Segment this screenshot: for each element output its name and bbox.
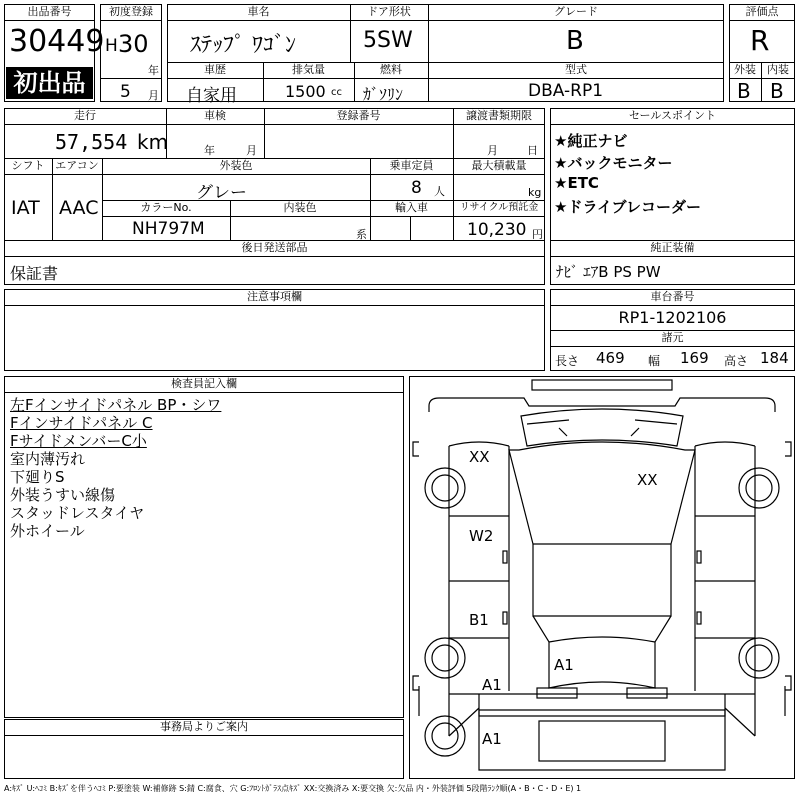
grade: B — [566, 26, 584, 56]
capacity-label: 乗車定員 — [389, 159, 434, 172]
left-handle-front — [503, 551, 507, 563]
glass-lines — [527, 420, 677, 424]
month-unit: 月 — [148, 89, 159, 102]
capacity: 8 — [411, 178, 422, 198]
front-bumper-outline — [532, 380, 672, 390]
score: R — [750, 24, 770, 57]
score-label: 評価点 — [745, 5, 779, 18]
import-label: 輸入車 — [395, 201, 428, 214]
selling-points-label: セールスポイント — [628, 109, 716, 122]
length-label: 長さ — [555, 354, 580, 368]
inspection-year-unit: 年 — [204, 144, 215, 157]
rear-side-lines — [419, 686, 785, 716]
rim-front-left — [432, 475, 458, 501]
model-label: 型式 — [565, 63, 587, 76]
interior-color-unit: 系 — [356, 228, 367, 241]
displacement-label: 排気量 — [292, 63, 325, 76]
wheel-front-left — [425, 468, 465, 508]
height: 184 — [760, 349, 789, 367]
capacity-unit: 人 — [434, 185, 445, 198]
interior-label: 内装 — [767, 63, 789, 76]
reg-year: 30 — [118, 30, 149, 58]
year-unit: 年 — [148, 64, 159, 77]
history-label: 車歴 — [204, 63, 226, 76]
pillar-lines — [509, 446, 695, 691]
rim-front-right — [746, 475, 772, 501]
fuel: ｶﾞｿﾘﾝ — [363, 85, 404, 104]
damage-mark-a1-rear-left: A1 — [482, 676, 502, 694]
shift-label: シフト — [11, 159, 45, 172]
spare-rim — [432, 723, 458, 749]
chassis-label: 車台番号 — [650, 290, 695, 303]
reg-month: 5 — [120, 82, 131, 102]
exterior-score: B — [737, 79, 751, 103]
rear-brackets — [413, 676, 791, 690]
inspector-label: 検査員記入欄 — [171, 377, 237, 390]
car-name-label: 車名 — [247, 5, 270, 18]
rim-rear-left — [432, 645, 458, 671]
color-number-label: カラーNo. — [140, 201, 192, 214]
damage-mark-b1: B1 — [469, 611, 489, 629]
rear-glass-outline — [533, 616, 671, 642]
first-listing-badge: 初出品 — [6, 67, 93, 99]
spare-wheel — [425, 716, 465, 756]
model-code: DBA-RP1 — [528, 81, 604, 101]
notes-label: 注意事項欄 — [247, 290, 302, 303]
dimensions-label: 諸元 — [661, 331, 684, 344]
later-parts: 保証書 — [10, 264, 59, 283]
displacement-unit: cc — [331, 87, 342, 98]
interior-score: B — [770, 79, 784, 103]
color-number: NH797M — [132, 219, 205, 239]
door-lines — [449, 516, 755, 638]
height-label: 高さ — [724, 354, 749, 368]
left-handle-rear — [503, 612, 507, 624]
lot-number-label: 出品番号 — [27, 5, 72, 18]
aircon: AAC — [59, 197, 99, 219]
wheel-front-right — [739, 468, 779, 508]
damage-mark-a1-rear: A1 — [554, 656, 574, 674]
mileage-label: 走行 — [74, 109, 96, 122]
lot-number: 30449 — [9, 24, 105, 59]
rear-lamp-right — [627, 688, 667, 698]
mileage-unit: km — [137, 130, 169, 154]
door-label: ドア形状 — [367, 5, 411, 18]
length: 469 — [596, 349, 625, 367]
car-diagram — [409, 376, 795, 779]
transfer-day-unit: 日 — [527, 144, 538, 157]
exterior-color: グレー — [196, 183, 247, 203]
fuel-label: 燃料 — [380, 63, 402, 76]
wiper-marks — [559, 428, 639, 436]
roof-outline — [533, 544, 671, 616]
inspector-line-5: 下廻りS — [10, 468, 65, 486]
inspection-label: 車検 — [204, 109, 226, 122]
exterior-color-label: 外装色 — [219, 159, 253, 172]
license-area — [539, 721, 665, 761]
hood-outline — [509, 442, 695, 544]
chassis-number: RP1-1202106 — [618, 308, 727, 327]
width-label: 幅 — [648, 354, 661, 368]
exterior-label: 外装 — [734, 63, 756, 76]
transfer-deadline-label: 譲渡書類期限 — [466, 109, 532, 122]
inspection-month-unit: 月 — [246, 144, 257, 157]
mileage: 57,554 — [55, 130, 128, 154]
history: 自家用 — [186, 86, 237, 106]
damage-mark-w2: W2 — [469, 527, 494, 545]
front-outline — [429, 398, 775, 412]
inspector-line-2: Fインサイドパネル C — [10, 414, 153, 432]
rim-rear-right — [746, 645, 772, 671]
displacement: 1500 — [285, 82, 326, 101]
inspector-line-1: 左Fインサイドパネル BP・シワ — [10, 396, 222, 414]
selling-point-2: ★バックモニター — [554, 154, 673, 172]
later-parts-label: 後日発送部品 — [241, 241, 308, 254]
inspector-line-6: 外装うすい線傷 — [10, 486, 116, 504]
windshield-outline — [521, 409, 683, 446]
recycle-unit: 円 — [532, 228, 543, 241]
max-load-label: 最大積載量 — [471, 159, 527, 172]
inspector-line-8: 外ホイール — [10, 522, 85, 540]
damage-mark-a1-spare: A1 — [482, 730, 502, 748]
recycle-deposit-label: リサイクル預託金 — [459, 202, 539, 213]
legend: A:ｷｽﾞ U:ﾍｺﾐ B:ｷｽﾞを伴うﾍｺﾐ P:要塗装 W:補修跡 S:錆 C:腐食、穴 G:ﾌﾛﾝﾄｶﾞﾗｽ点ｷｽﾞ XX:交換済み X:要交換 欠:欠品 内・外装評価 5段階ﾗﾝｸ順(A・B・C・D・E) 1 — [4, 784, 582, 793]
rear-lamp-left — [537, 688, 577, 698]
inspector-line-7: スタッドレスタイヤ — [10, 504, 145, 522]
inspector-lines — [10, 396, 400, 540]
damage-mark-xx-hood: XX — [637, 471, 658, 489]
selling-point-4: ★ドライブレコーダー — [554, 198, 701, 216]
era: H — [105, 36, 118, 56]
shift: IAT — [11, 197, 40, 219]
inspector-line-3: FサイドメンバーC小 — [10, 432, 147, 450]
damage-mark-xx-front-left: XX — [469, 448, 490, 466]
right-handle-rear — [697, 612, 701, 624]
selling-point-1: ★純正ナビ — [554, 132, 628, 150]
equipment-label: 純正装備 — [650, 241, 695, 254]
rear-panel — [449, 694, 755, 716]
max-load-unit: kg — [528, 186, 542, 199]
car-name: ｽﾃｯﾌﾟ ﾜｺﾞﾝ — [190, 33, 296, 58]
wheel-rear-left — [425, 638, 465, 678]
office-label: 事務局よりご案内 — [160, 720, 248, 733]
width: 169 — [680, 349, 709, 367]
grade-label: グレード — [554, 5, 598, 18]
aircon-label: エアコン — [55, 159, 99, 172]
transfer-month-unit: 月 — [487, 144, 498, 157]
selling-point-3: ★ETC — [554, 174, 599, 192]
first-reg-label: 初度登録 — [109, 5, 153, 18]
door-type: 5SW — [363, 28, 413, 53]
interior-color-label: 内装色 — [283, 201, 317, 214]
right-handle-front — [697, 551, 701, 563]
recycle-deposit: 10,230 — [467, 220, 527, 240]
registration-number-label: 登録番号 — [336, 109, 381, 122]
equipment: ﾅﾋﾞ ｴｱB PS PW — [556, 263, 661, 281]
inspector-line-4: 室内薄汚れ — [10, 450, 86, 468]
wheel-rear-right — [739, 638, 779, 678]
